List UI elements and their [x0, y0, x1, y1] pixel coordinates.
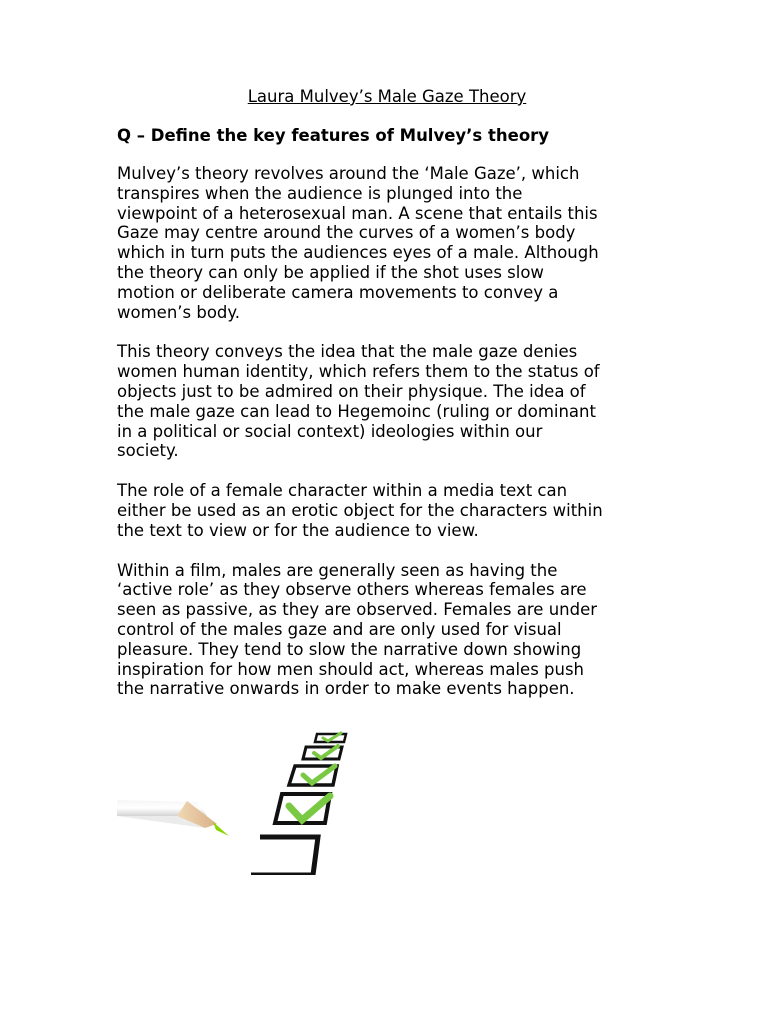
- paragraph-line: pleasure. They tend to slow the narrative down showing: [117, 639, 582, 659]
- paragraph-line: the narrative onwards in order to make events happen.: [117, 679, 575, 699]
- pencil-icon: [117, 800, 229, 836]
- paragraph-line: society.: [117, 441, 179, 461]
- paragraph-line: the theory can only be applied if the shot uses slow: [117, 262, 544, 282]
- paragraph-line: in a political or social context) ideologies within our: [117, 421, 543, 441]
- question-heading: Q – Define the key features of Mulvey’s theory: [117, 126, 550, 145]
- paragraph-line: transpires when the audience is plunged into the: [117, 183, 523, 203]
- paragraph-line: the male gaze can lead to Hegemoinc (ruling or dominant: [117, 401, 596, 421]
- document-title: Laura Mulvey’s Male Gaze Theory: [247, 87, 527, 106]
- paragraph-line: Within a film, males are generally seen as having the: [117, 560, 558, 580]
- paragraph-2: [117, 342, 657, 461]
- checklist-pencil-icon: [117, 730, 367, 875]
- checkbox-3: [289, 766, 337, 785]
- paragraph-line: women human identity, which refers them to the status of: [117, 362, 600, 382]
- paragraph-3: [117, 481, 657, 540]
- paragraph-line: which in turn puts the audiences eyes of a male. Although: [117, 243, 599, 263]
- paragraph-line: objects just to be admired on their physique. The idea of: [117, 381, 586, 401]
- paragraph-1: [117, 164, 657, 322]
- paragraph-line: seen as passive, as they are observed. Females are under: [117, 600, 598, 620]
- checkbox-2: [303, 746, 342, 759]
- paragraph-line: either be used as an erotic object for the characters within: [117, 500, 603, 520]
- paragraph-line: inspiration for how men should act, whereas males push: [117, 659, 585, 679]
- paragraph-line: Gaze may centre around the curves of a women’s body: [117, 223, 576, 243]
- paragraph-line: The role of a female character within a media text can: [117, 481, 568, 501]
- paragraph-line: control of the males gaze and are only used for visual: [117, 619, 562, 639]
- paragraph-line: This theory conveys the idea that the male gaze denies: [117, 342, 578, 362]
- paragraph-4: [117, 561, 657, 700]
- paragraph-line: viewpoint of a heterosexual man. A scene that entails this: [117, 203, 598, 223]
- document-page: [117, 86, 657, 719]
- paragraph-line: women’s body.: [117, 302, 241, 322]
- paragraph-line: motion or deliberate camera movements to convey a: [117, 282, 559, 302]
- checkbox-5: [251, 837, 318, 875]
- paragraph-line: ‘active role’ as they observe others whereas females are: [117, 580, 587, 600]
- paragraph-line: the text to view or for the audience to view.: [117, 520, 479, 540]
- paragraph-line: Mulvey’s theory revolves around the ‘Male Gaze’, which: [117, 164, 580, 183]
- checkbox-4: [275, 794, 330, 823]
- checkbox-1: [315, 733, 346, 742]
